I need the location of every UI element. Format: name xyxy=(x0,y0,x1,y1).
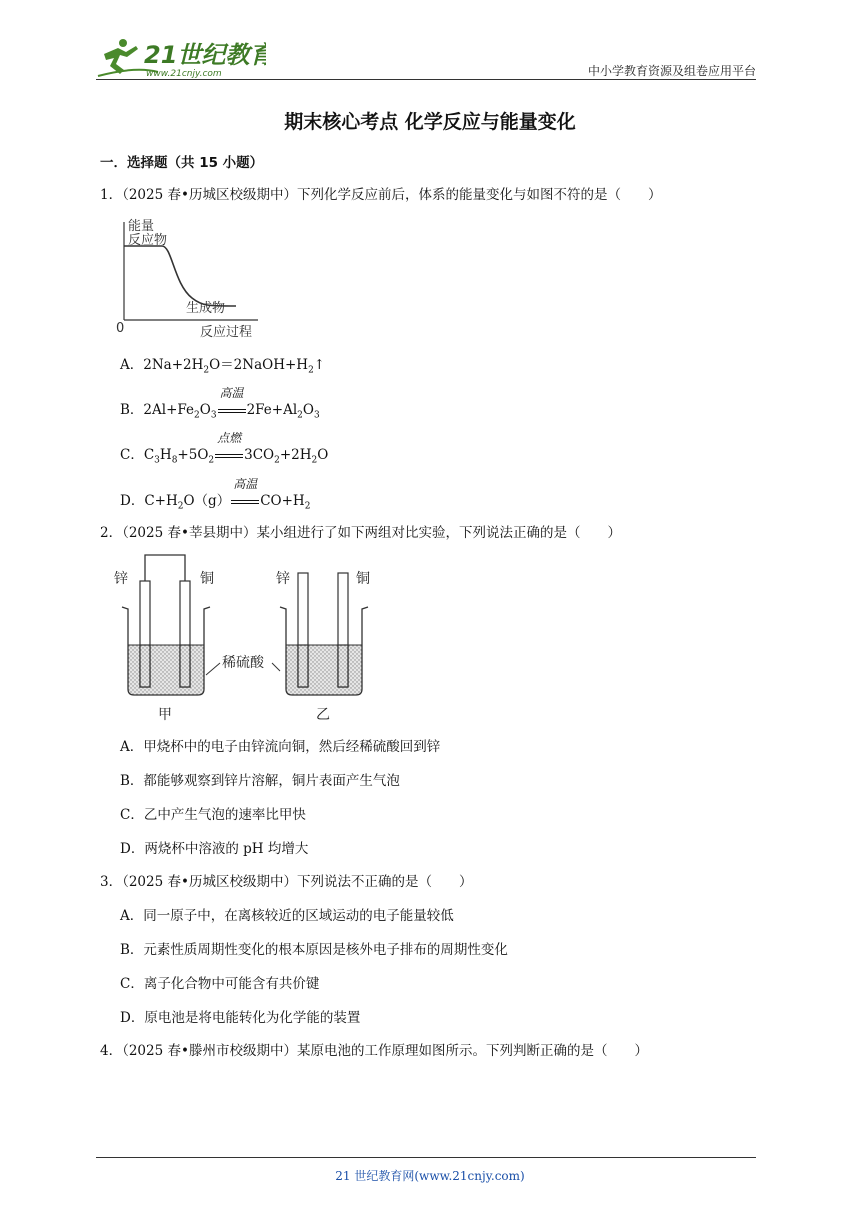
svg-text:21世纪教育: 21世纪教育 xyxy=(144,41,266,69)
question-1-option-c[interactable]: C．$C_3H_8+5O_2$ 点燃 $3CO_2+2H_2O$ xyxy=(120,431,329,466)
wire xyxy=(145,555,185,581)
logo xyxy=(96,36,266,80)
svg-text:稀硫酸: 稀硫酸 xyxy=(222,655,264,671)
question-2-option-a[interactable]: A．甲烧杯中的电子由锌流向铜，然后经稀硫酸回到锌 xyxy=(120,739,441,755)
section-heading: 一．选择题（共 15 小题） xyxy=(100,155,264,171)
svg-text:0: 0 xyxy=(116,321,125,336)
question-3-option-a[interactable]: A．同一原子中，在离核较近的区域运动的电子能量较低 xyxy=(120,908,454,924)
svg-text:铜: 铜 xyxy=(356,571,370,587)
svg-text:锌: 锌 xyxy=(276,571,290,587)
question-2-option-d[interactable]: D．两烧杯中溶液的 pH 均增大 xyxy=(120,841,309,857)
question-1-option-a[interactable]: A．$2Na+2H_2O=2NaOH+H_2↑$ xyxy=(120,357,326,376)
svg-text:生成物: 生成物 xyxy=(186,301,226,316)
question-2-option-b[interactable]: B．都能够观察到锌片溶解，铜片表面产生气泡 xyxy=(120,773,400,789)
svg-text:反应物: 反应物 xyxy=(128,233,168,248)
energy-diagram xyxy=(116,214,266,342)
footer-divider xyxy=(96,1157,756,1158)
platform-name: 中小学教育资源及组卷应用平台 xyxy=(587,64,756,78)
question-4-stem: 4．（2025 春•滕州市校级期中）某原电池的工作原理如图所示。下列判断正确的是（ ） xyxy=(100,1043,648,1059)
question-2-option-c[interactable]: C．乙中产生气泡的速率比甲快 xyxy=(120,807,306,823)
page-title: 期末核心考点 化学反应与能量变化 xyxy=(284,111,576,133)
header-divider xyxy=(96,79,756,80)
energy-curve xyxy=(124,246,236,306)
question-1-option-d[interactable]: D．$C+H_2O(g)$ 高温 $CO+H_2$ xyxy=(120,477,311,512)
question-3-option-b[interactable]: B．元素性质周期性变化的根本原因是核外电子排布的周期性变化 xyxy=(120,942,508,958)
svg-text:甲: 甲 xyxy=(158,707,172,723)
svg-text:乙: 乙 xyxy=(316,707,330,723)
question-3-option-d[interactable]: D．原电池是将电能转化为化学能的装置 xyxy=(120,1010,361,1026)
svg-text:铜: 铜 xyxy=(200,571,214,587)
question-1-stem: 1．（2025 春•历城区校级期中）下列化学反应前后，体系的能量变化与如图不符的是（ ） xyxy=(100,187,662,203)
svg-text:反应过程: 反应过程 xyxy=(200,325,253,340)
svg-text:www.21cnjy.com: www.21cnjy.com xyxy=(146,69,222,79)
question-1-option-b[interactable]: B．$2Al+Fe_2O_3$ 高温 $2Fe+Al_2O_3$ xyxy=(120,386,320,421)
svg-text:锌: 锌 xyxy=(114,571,128,587)
beaker-jia xyxy=(122,555,210,695)
question-3-stem: 3．（2025 春•历城区校级期中）下列说法不正确的是（ ） xyxy=(100,874,473,890)
footer-link[interactable]: 21 世纪教育网(www.21cnjy.com) xyxy=(335,1169,525,1183)
question-2-stem: 2．（2025 春•莘县期中）某小组进行了如下两组对比实验，下列说法正确的是（ ） xyxy=(100,525,621,541)
beaker-yi xyxy=(280,573,368,695)
svg-text:能量: 能量 xyxy=(128,219,155,234)
question-3-option-c[interactable]: C．离子化合物中可能含有共价键 xyxy=(120,976,320,992)
beaker-diagram xyxy=(112,553,412,723)
